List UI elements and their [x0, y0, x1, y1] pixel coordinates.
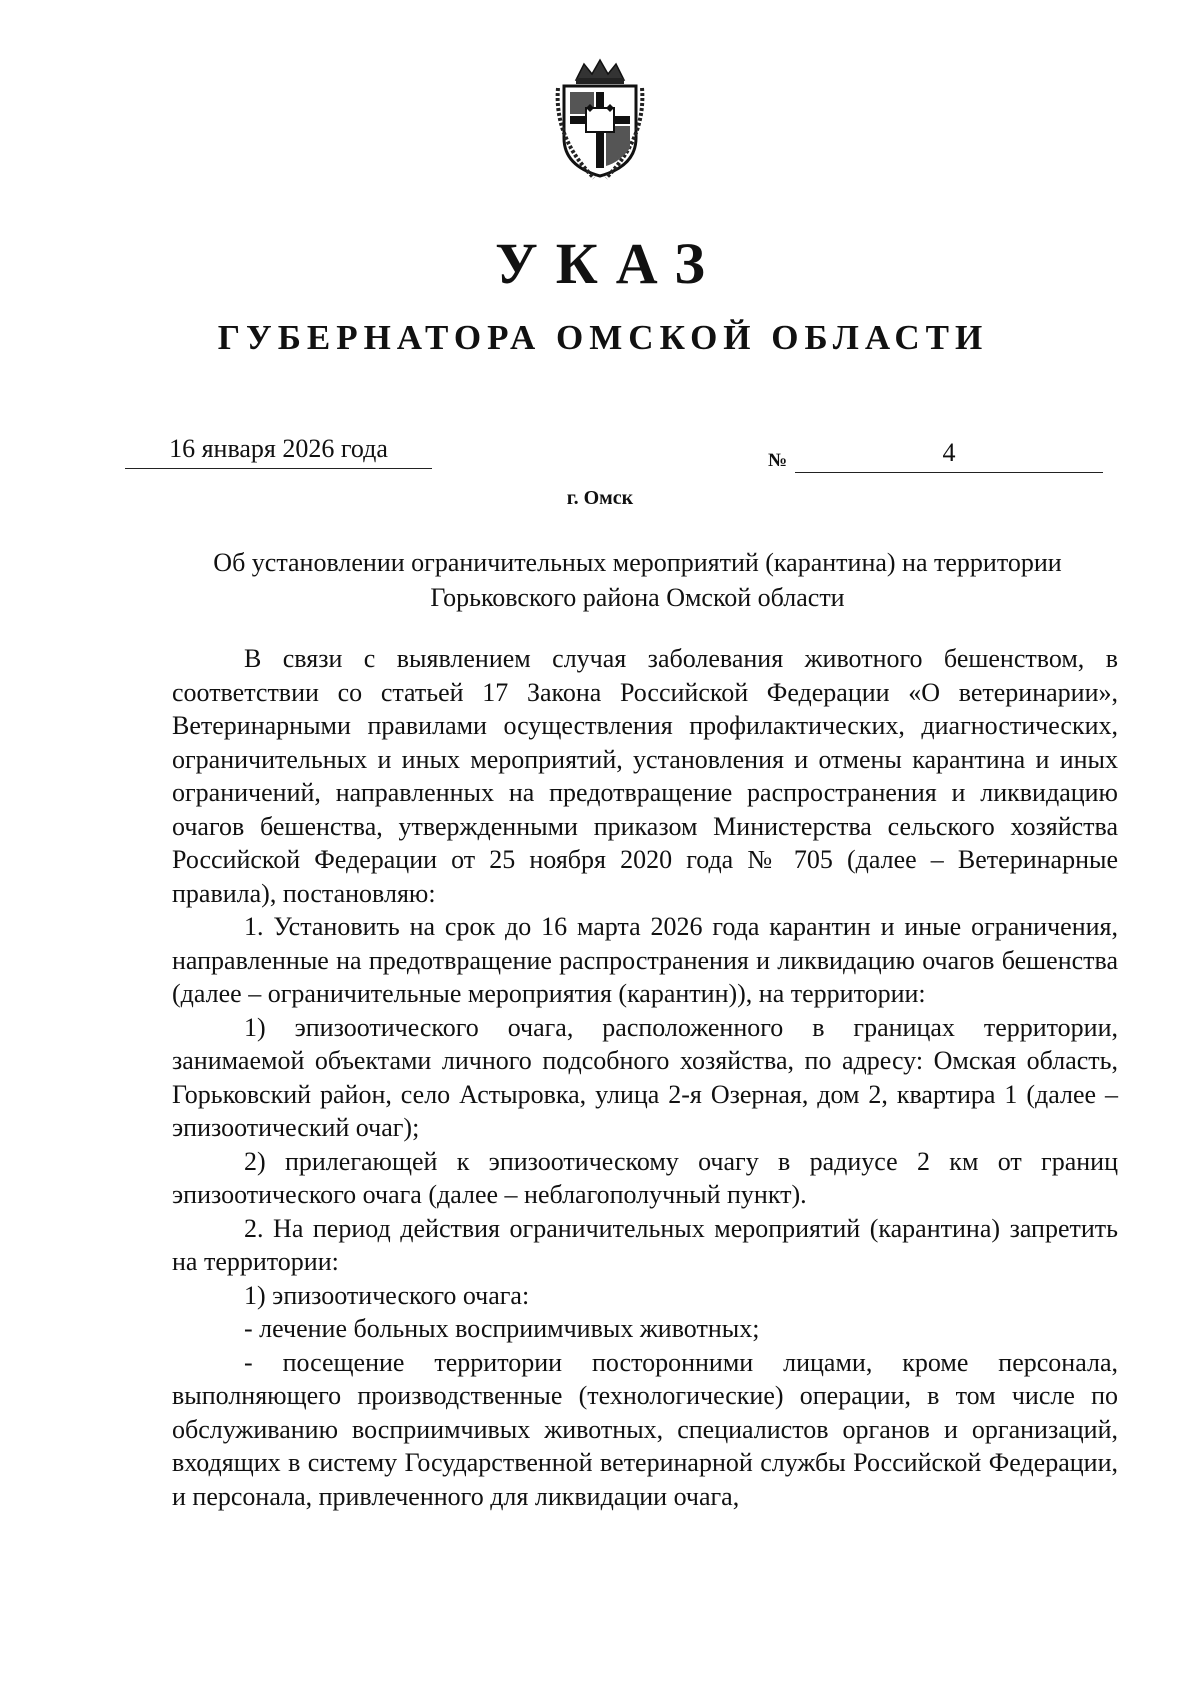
body-paragraph: 1) эпизоотического очага, расположенного в границах территории, занимаемой объектами личного подсобного хозяйства, по адресу: Омская область, Горьковский район, село Астыровка, улица 2-я Озерная, дом 2, квартира 1 (далее – эпизоотический очаг);	[172, 1012, 1118, 1142]
title-line: Об установлении ограничительных мероприятий (карантина) на территории	[213, 548, 1062, 577]
body-paragraph: 2) прилегающей к эпизоотическому очагу в радиусе 2 км от границ эпизоотического очага (далее – неблагополучный пункт).	[172, 1146, 1118, 1209]
document-type-heading: УКАЗ	[495, 231, 723, 296]
issuer-heading: ГУБЕРНАТОРА ОМСКОЙ ОБЛАСТИ	[217, 318, 989, 357]
omsk-coat-of-arms-icon	[554, 58, 646, 180]
body-paragraph: 1. Установить на срок до 16 марта 2026 года карантин и иные ограничения, направленные на предотвращение распространения и ликвидацию очагов бешенства (далее – ограничительные мероприятия (карантин)), на территории:	[172, 912, 1118, 1008]
body-paragraph: 2. На период действия ограничительных мероприятий (карантина) запретить на территории:	[172, 1213, 1118, 1276]
document-date: 16 января 2026 года	[169, 434, 388, 463]
body-paragraph: 1) эпизоотического очага:	[244, 1280, 530, 1310]
document-title	[150, 545, 1125, 615]
number-sign: №	[768, 450, 788, 471]
document-body	[172, 642, 1118, 1513]
number-field	[795, 436, 1103, 473]
city-label: г. Омск	[566, 487, 634, 509]
document-number: 4	[942, 438, 956, 467]
body-paragraph: - лечение больных восприимчивых животных;	[244, 1314, 760, 1343]
date-field	[125, 432, 432, 469]
body-paragraph: В связи с выявлением случая заболевания животного бешенством, в соответствии со статьей 17 Закона Российской Федерации «О ветеринарии», Ветеринарными правилами осуществления профилактических, диагностических, ограничительных и иных мероприятий, установления и отмены карантина и иных ограничений, направленных на предотвращение распространения и ликвидацию очагов бешенства, утвержденными приказом Министерства сельского хозяйства Российской Федерации от 25 ноября 2020 года № 705 (далее – Ветеринарные правила), постановляю:	[172, 644, 1118, 908]
title-line: Горьковского района Омской области	[430, 583, 845, 612]
body-paragraph: - посещение территории посторонними лицами, кроме персонала, выполняющего производственные (технологические) операции, в том числе по обслуживанию восприимчивых животных, специалистов органов и организаций, входящих в систему Государственной ветеринарной службы Российской Федерации, и персонала, привлеченного для ликвидации очага,	[172, 1347, 1118, 1511]
